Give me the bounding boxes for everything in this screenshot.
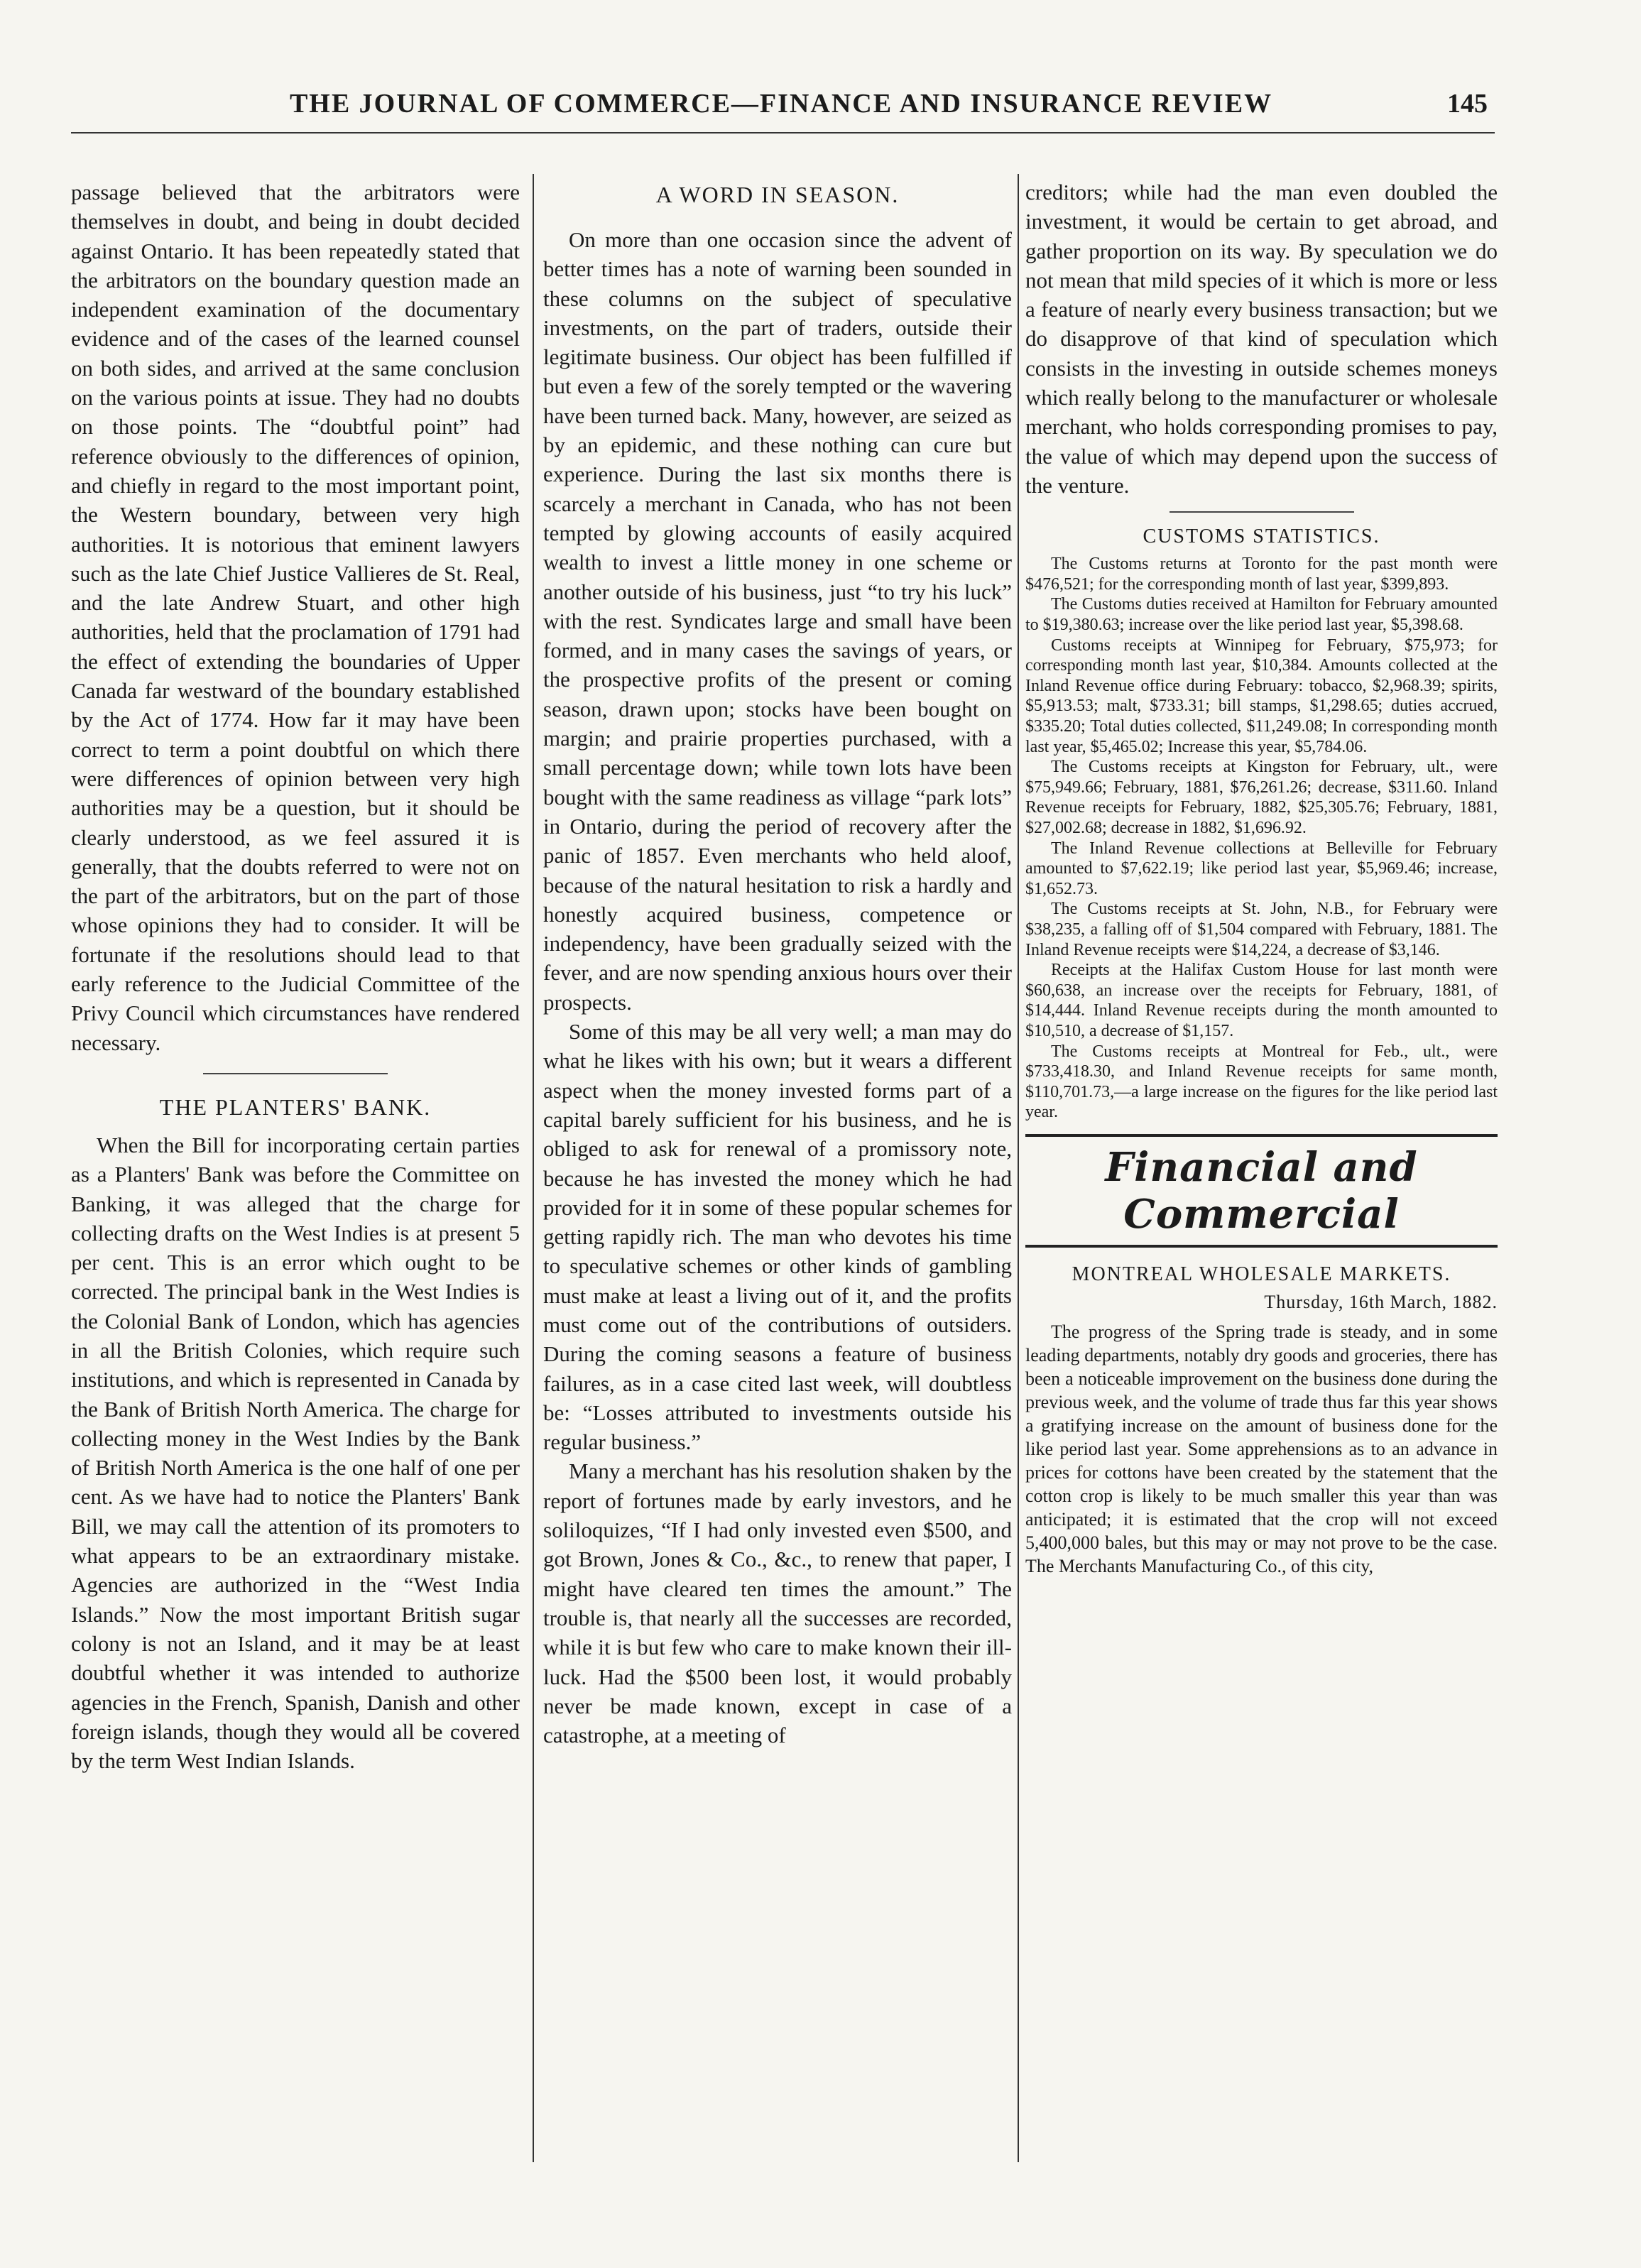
word-in-season-para-2: Some of this may be all very well; a man may do what he likes with his own; but it wears a different aspect when the money invested forms part of a capital barely sufficient for his business, and he is obliged to ask for renewal of a promissory note, because he has invested the money which he had provided for it in some of these popular schemes for getting rapidly rich. The man who devotes his time to speculative schemes or other kinds of gambling must make at least a living out of it, and the profits must come out of the contributions of outsiders. During the coming seasons a feature of business failures, as in a case cited last week, will doubtless be: “Losses attributed to investments outside his regular business.” [543,1019,1012,1455]
page-number: 145 [1447,89,1488,119]
customs-statistics-heading: CUSTOMS STATISTICS. [1143,525,1380,548]
word-in-season-para-3: Many a merchant has his resolution shaken by the report of fortunes made by early investors, and he soliloquizes, “If I had only invested even $500, and got Brown, Jones & Co., &c., to renew that paper, I might have cleared ten times the amount.” The trouble is, that nearly all the successes are recorded, while it is but few who care to make known their ill-luck. Had the $500 been lost, it would probably never be made known, except in case of a catastrophe, at a meeting of [543,1459,1012,1748]
journal-title: THE JOURNAL OF COMMERCE—FINANCE AND INSURANCE REVIEW [289,89,1273,119]
customs-item: The Inland Revenue collections at Belleville for February amounted to $7,622.19; like period last year, $5,969.46; increase, $1,652.73. [1025,839,1498,898]
customs-statistics-list [1025,554,1498,1123]
word-in-season-para-1: On more than one occasion since the advent of better times has a note of warning been sounded in these columns on the subject of speculative investments, on the part of traders, outside their legitimate business. Our object has been fulfilled if but even a few of the sorely tempted or the wavering have been turned back. Many, however, are seized as by an epidemic, and these nothing can cure but experience. During the last six months there is scarcely a merchant in Canada, who has not been tempted by glowing accounts of easily acquired wealth to invest a little money in one scheme or another outside of his business, just “to try his luck” with the rest. Syndicates large and small have been formed, and in many cases the savings of years, or the prospective profits of the present or coming season, drawn upon; stocks have been bought on margin; and prairie properties purchased, with a small percentage down; while town lots have been bought with the same readiness as village “park lots” in Ontario, during the period of recovery after the panic of 1857. Even merchants who held aloof, because of the natural hesitation to risk a hardly and honestly acquired business, competence or independency, have been gradually seized with the fever, and are now spending anxious hours over their prospects. [543,227,1012,1015]
customs-item: Customs receipts at Winnipeg for February, $75,973; for corresponding month last year, $10,384. Amounts collected at the Inland Revenue office during February: tobacco, $2,968.39; spirits, $5,913.53; malt, $733.31; bill stamps, $1,298.65; duties accrued, $335.20; Total duties collected, $11,249.08; In corresponding month last year, $5,465.02; Increase this year, $5,784.06. [1025,636,1498,756]
customs-item: The Customs receipts at St. John, N.B., for February were $38,235, a falling off of $1,504 compared with February, 1881. The Inland Revenue receipts were $14,224, a decrease of $3,146. [1025,900,1498,959]
markets-report [1025,1320,1498,1578]
customs-item: The Customs duties received at Hamilton for February amounted to $19,380.63; increase over the like period last year, $5,398.68. [1025,595,1498,635]
planters-bank-article: When the Bill for incorporating certain parties as a Planters' Bank was before the Committee on Banking, it was alleged that the charge for collecting drafts on the West Indies is at present 5 per cent. This is an error which ought to be corrected. The principal bank in the West Indies is the Colonial Bank of London, which has agencies in all the British Colonies, which require such institutions, and which is represented in Canada by the Bank of British North America. The charge for collecting money in the West Indies by the Bank of British North America is the one half of one per cent. As we have had to notice the Planters' Bank Bill, we may call the attention of its promoters to what appears to be an extraordinary mistake. Agencies are authorized in the “West India Islands.” Now the most important British sugar colony is not an Island, and it may be at least doubtful whether it was intended to authorize agencies in the French, Spanish, Danish and other foreign islands, though they would all be covered by the term West Indian Islands. [71,1132,520,1774]
customs-item: Receipts at the Halifax Custom House for last month were $60,638, an increase over the receipts for February, 1881, of $14,444. Inland Revenue receipts during the month amounted to $10,510, a decrease of $1,157. [1025,961,1498,1040]
word-in-season-heading: A WORD IN SEASON. [655,182,900,207]
page-header [71,84,1495,133]
column-2 [543,178,1012,2159]
header-rule [71,132,1495,133]
column-divider [533,174,534,2162]
column-divider [1018,174,1019,2162]
column-3 [1025,178,1498,2159]
customs-item: The Customs returns at Toronto for the past month were $476,521; for the corresponding month of last year, $399,893. [1025,555,1498,594]
column-1 [71,178,520,2159]
dateline: Thursday, 16th March, 1882. [1264,1291,1498,1312]
montreal-markets-heading: MONTREAL WHOLESALE MARKETS. [1072,1263,1451,1285]
customs-item: The Customs receipts at Kingston for February, ult., were $75,949.66; February, 1881, $76,261.26; decrease, $311.60. Inland Revenue receipts for February, 1882, $25,305.76; February, 1881, $27,002.68; decrease in 1882, $1,696.92. [1025,758,1498,837]
markets-text: The progress of the Spring trade is steady, and in some leading departments, notably dry goods and groceries, there has been a noticeable improvement on the business done during the previous week, and the volume of trade thus far this year shows a gratifying increase on the amount of business done for the like period last year. Some apprehensions as to an advance in prices for cottons have been created by the statement that the cotton crop is likely to be much smaller this year than was anticipated; it is estimated that the crop will not exceed 5,400,000 bales, but this may or may not prove to be the case. The Merchants Manufacturing Co., of this city, [1025,1321,1498,1576]
planters-bank-heading: THE PLANTERS' BANK. [159,1094,432,1120]
customs-item: The Customs receipts at Montreal for Feb., ult., were $733,418.30, and Inland Revenue receipts for same month, $110,701.73,—a large increase on the figures for the like period last year. [1025,1042,1498,1122]
word-in-season-continuation: creditors; while had the man even doubled the investment, it would be certain to get abroad, and gather proportion on its way. By speculation we do not mean that mild species of it which is more or less a feature of nearly every business transaction; but we do disapprove of that kind of speculation which consists in the investing in outside schemes moneys which really belong to the manufacturer or wholesale merchant, who holds corresponding promises to pay, the value of which may depend upon the success of the venture. [1025,180,1498,498]
arbitration-article: passage believed that the arbitrators were themselves in doubt, and being in doubt decided against Ontario. It has been repeatedly stated that the arbitrators on the boundary question made an independent examination of the documentary evidence and of the cases of the learned counsel on both sides, and arrived at the same conclusion on the various points at issue. They had no doubts on those points. The “doubtful point” had reference obviously to the differences of opinion, and chiefly in regard to the most important point, the Western boundary, between very high authorities. It is notorious that eminent lawyers such as the late Chief Justice Vallieres de St. Real, and the late Andrew Stuart, and other high authorities, held that the proclamation of 1791 had the effect of extending the boundaries of Upper Canada far westward of the boundary established by the Act of 1774. How far it may have been correct to term a point doubtful on which there were differences of opinion between very high authorities may be a question, but it should be clearly understood, as we feel assured it is generally, that the doubts referred to were not on the part of the arbitrators, but on the part of those whose opinions they had to consider. It will be fortunate if the resolutions should lead to that early reference to the Judicial Committee of the Privy Council which circumstances have rendered necessary. [71,180,520,1055]
financial-commercial-title: Financial and Commercial [1105,1143,1418,1238]
